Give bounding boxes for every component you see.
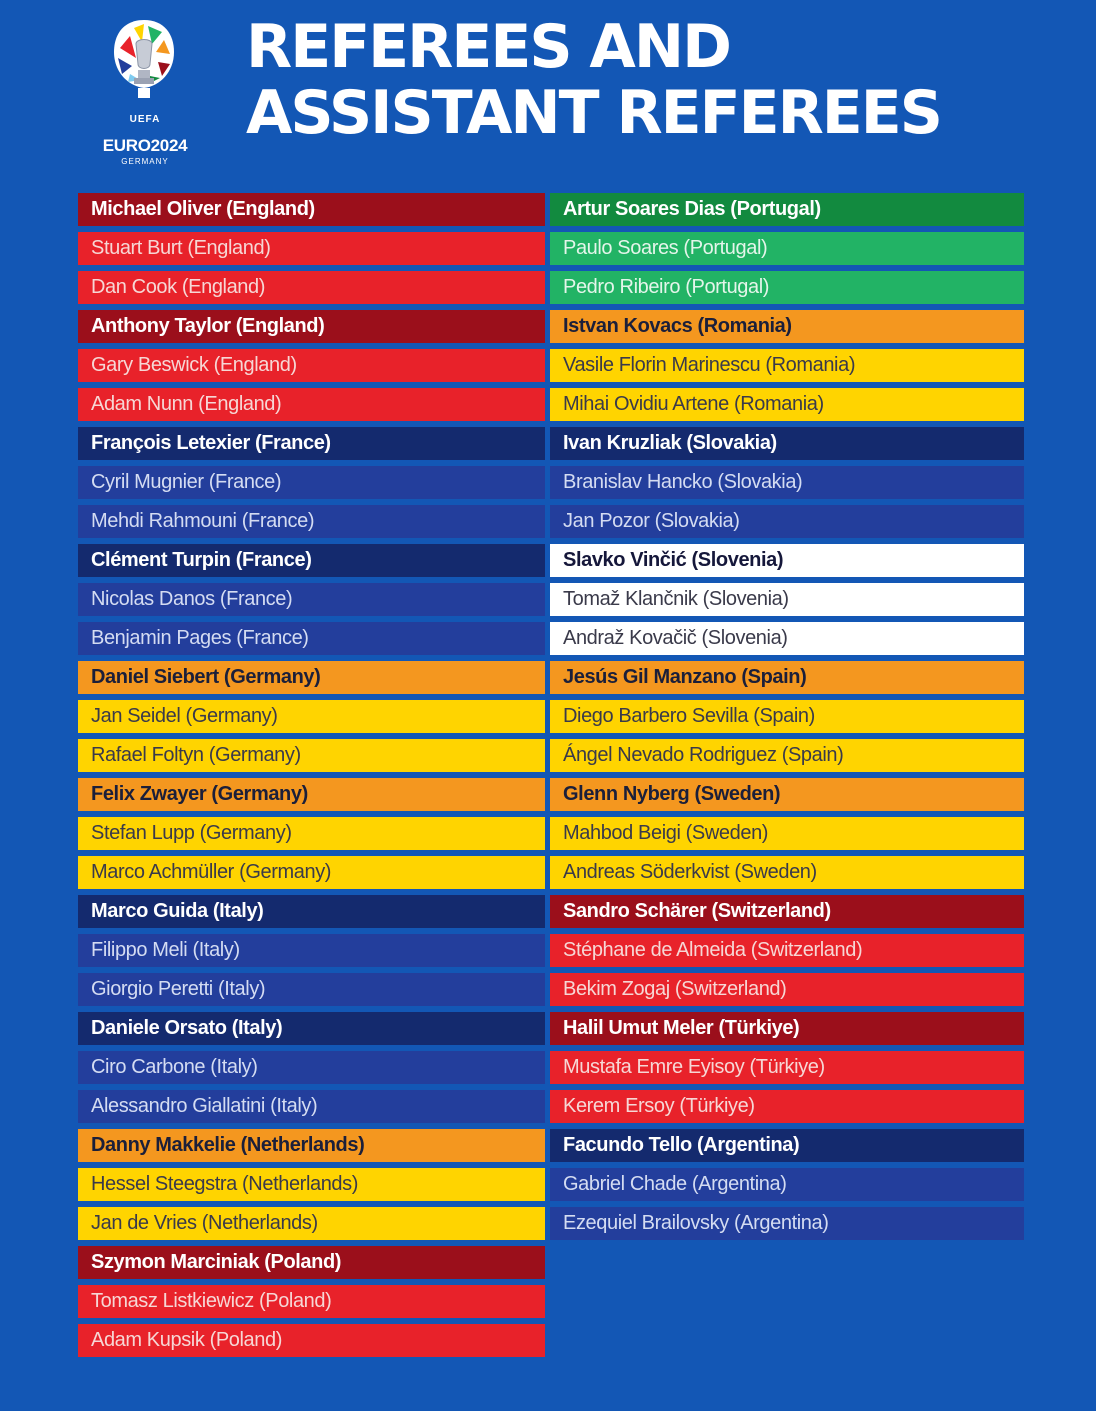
assistant-referee-name: Branislav Hancko (Slovakia) [550, 466, 1024, 499]
page-title [246, 14, 1066, 146]
referee-team-slavko-vincic [550, 544, 1024, 655]
assistant-referee-name: Adam Kupsik (Poland) [78, 1324, 545, 1357]
title-line-1: REFEREES AND [246, 12, 730, 82]
assistant-referee-name: Hessel Steegstra (Netherlands) [78, 1168, 545, 1201]
assistant-referee-name: Giorgio Peretti (Italy) [78, 973, 545, 1006]
assistant-referee-name: Rafael Foltyn (Germany) [78, 739, 545, 772]
referee-team-francois-letexier [78, 427, 545, 538]
referee-name: Anthony Taylor (England) [78, 310, 545, 343]
referee-name: Slavko Vinčić (Slovenia) [550, 544, 1024, 577]
referee-name: Jesús Gil Manzano (Spain) [550, 661, 1024, 694]
assistant-referee-name: Adam Nunn (England) [78, 388, 545, 421]
uefa-label: UEFA [129, 114, 161, 125]
assistant-referee-name: Jan Seidel (Germany) [78, 700, 545, 733]
referee-team-jesus-gil-manzano [550, 661, 1024, 772]
assistant-referee-name: Filippo Meli (Italy) [78, 934, 545, 967]
assistant-referee-name: Ángel Nevado Rodriguez (Spain) [550, 739, 1024, 772]
assistant-referee-name: Andreas Söderkvist (Sweden) [550, 856, 1024, 889]
assistant-referee-name: Mehdi Rahmouni (France) [78, 505, 545, 538]
assistant-referee-name: Tomasz Listkiewicz (Poland) [78, 1285, 545, 1318]
referee-name: Halil Umut Meler (Türkiye) [550, 1012, 1024, 1045]
assistant-referee-name: Alessandro Giallatini (Italy) [78, 1090, 545, 1123]
assistant-referee-name: Benjamin Pages (France) [78, 622, 545, 655]
euro-2024-logo [90, 18, 200, 166]
right-referee-column [550, 193, 1024, 1246]
assistant-referee-name: Dan Cook (England) [78, 271, 545, 304]
referee-team-anthony-taylor [78, 310, 545, 421]
assistant-referee-name: Gabriel Chade (Argentina) [550, 1168, 1024, 1201]
referee-name: François Letexier (France) [78, 427, 545, 460]
referee-name: Facundo Tello (Argentina) [550, 1129, 1024, 1162]
referee-name: Sandro Schärer (Switzerland) [550, 895, 1024, 928]
assistant-referee-name: Bekim Zogaj (Switzerland) [550, 973, 1024, 1006]
referee-name: Glenn Nyberg (Sweden) [550, 778, 1024, 811]
referee-name: Daniele Orsato (Italy) [78, 1012, 545, 1045]
referee-team-daniele-orsato [78, 1012, 545, 1123]
referee-team-felix-zwayer [78, 778, 545, 889]
assistant-referee-name: Ezequiel Brailovsky (Argentina) [550, 1207, 1024, 1240]
referee-name: Michael Oliver (England) [78, 193, 545, 226]
assistant-referee-name: Nicolas Danos (France) [78, 583, 545, 616]
host-country-label: GERMANY [121, 157, 169, 166]
assistant-referee-name: Gary Beswick (England) [78, 349, 545, 382]
referee-team-marco-guida [78, 895, 545, 1006]
referee-team-halil-umut-meler [550, 1012, 1024, 1123]
referee-name: Marco Guida (Italy) [78, 895, 545, 928]
assistant-referee-name: Mustafa Emre Eyisoy (Türkiye) [550, 1051, 1024, 1084]
assistant-referee-name: Vasile Florin Marinescu (Romania) [550, 349, 1024, 382]
assistant-referee-name: Stuart Burt (England) [78, 232, 545, 265]
assistant-referee-name: Jan de Vries (Netherlands) [78, 1207, 545, 1240]
referee-name: Daniel Siebert (Germany) [78, 661, 545, 694]
referee-team-glenn-nyberg [550, 778, 1024, 889]
assistant-referee-name: Kerem Ersoy (Türkiye) [550, 1090, 1024, 1123]
assistant-referee-name: Andraž Kovačič (Slovenia) [550, 622, 1024, 655]
referee-name: Felix Zwayer (Germany) [78, 778, 545, 811]
referee-team-ivan-kruzliak [550, 427, 1024, 538]
referee-team-danny-makkelie [78, 1129, 545, 1240]
assistant-referee-name: Paulo Soares (Portugal) [550, 232, 1024, 265]
referee-team-michael-oliver [78, 193, 545, 304]
euro-2024-trophy-icon [108, 18, 180, 100]
referee-name: Danny Makkelie (Netherlands) [78, 1129, 545, 1162]
assistant-referee-name: Pedro Ribeiro (Portugal) [550, 271, 1024, 304]
referee-team-szymon-marciniak [78, 1246, 545, 1357]
assistant-referee-name: Ciro Carbone (Italy) [78, 1051, 545, 1084]
referee-team-clement-turpin [78, 544, 545, 655]
referee-name: Artur Soares Dias (Portugal) [550, 193, 1024, 226]
assistant-referee-name: Jan Pozor (Slovakia) [550, 505, 1024, 538]
title-line-2: ASSISTANT REFEREES [246, 78, 941, 148]
edge-divider [1096, 0, 1100, 1411]
referee-name: Ivan Kruzliak (Slovakia) [550, 427, 1024, 460]
assistant-referee-name: Stéphane de Almeida (Switzerland) [550, 934, 1024, 967]
assistant-referee-name: Stefan Lupp (Germany) [78, 817, 545, 850]
assistant-referee-name: Diego Barbero Sevilla (Spain) [550, 700, 1024, 733]
referee-name: Istvan Kovacs (Romania) [550, 310, 1024, 343]
referee-name: Clément Turpin (France) [78, 544, 545, 577]
assistant-referee-name: Marco Achmüller (Germany) [78, 856, 545, 889]
referee-team-sandro-scharer [550, 895, 1024, 1006]
left-referee-column [78, 193, 545, 1363]
referee-team-artur-soares-dias [550, 193, 1024, 304]
assistant-referee-name: Cyril Mugnier (France) [78, 466, 545, 499]
assistant-referee-name: Mahbod Beigi (Sweden) [550, 817, 1024, 850]
euro-2024-label: EURO2024 [102, 136, 188, 155]
referee-team-facundo-tello [550, 1129, 1024, 1240]
referee-team-istvan-kovacs [550, 310, 1024, 421]
referee-team-daniel-siebert [78, 661, 545, 772]
referee-name: Szymon Marciniak (Poland) [78, 1246, 545, 1279]
assistant-referee-name: Mihai Ovidiu Artene (Romania) [550, 388, 1024, 421]
assistant-referee-name: Tomaž Klančnik (Slovenia) [550, 583, 1024, 616]
